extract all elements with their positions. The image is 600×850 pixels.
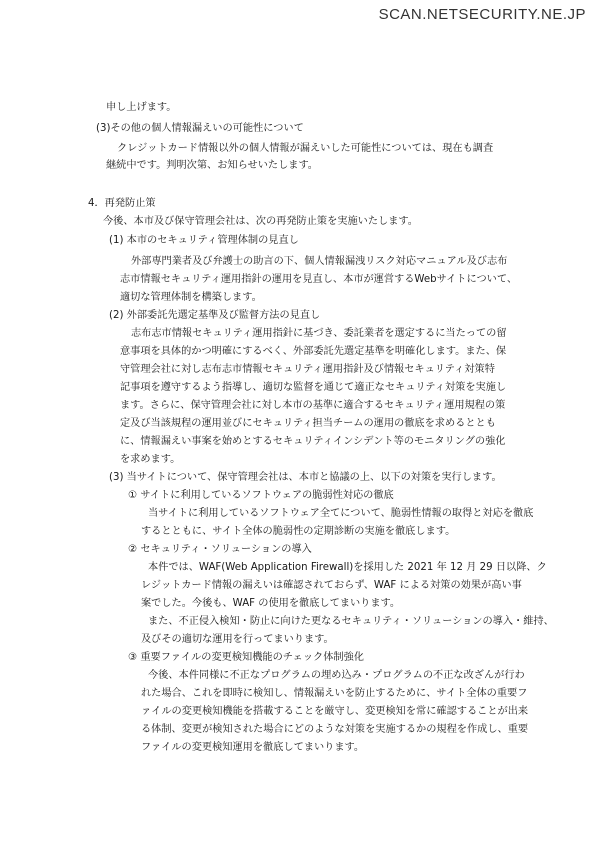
paragraph-line: 適切な管理体制を構築します。 [120, 292, 262, 303]
paragraph-line: また、不正侵入検知・防止に向けた更なるセキュリティ・ソリューションの導入・維持、 [148, 616, 554, 627]
paragraph-line: 外部専門業者及び弁護士の助言の下、個人情報漏洩リスク対応マニュアル及び志布 [131, 256, 508, 267]
intro-tail: 申し上げます。 [106, 102, 177, 113]
paragraph-line: ァイルの変更検知機能を搭載することを厳守し、変更検知を常に確認することが出来 [141, 706, 529, 717]
paragraph-line: に、情報漏えい事案を始めとするセキュリティインシデント等のモニタリングの強化 [120, 436, 506, 447]
paragraph-line: を求めます。 [120, 454, 181, 465]
sub1-heading: ① サイトに利用しているソフトウェアの脆弱性対応の徹底 [128, 490, 394, 501]
paragraph-line: る体制、変更が検知された場合にどのような対策を実施するかの規程を作成し、重要 [141, 724, 529, 735]
paragraph-line: 意事項を具体的かつ明確にするべく、外部委託先選定基準を明確化します。また、保 [120, 346, 507, 357]
sub2-heading: ② セキュリティ・ソリューションの導入 [128, 544, 312, 555]
paragraph-line: ファイルの変更検知運用を徹底してまいります。 [141, 742, 365, 753]
paragraph-line: 守管理会社に対し志布志市情報セキュリティ運用指針及び情報セキュリティ対策特 [120, 364, 495, 375]
item1-heading: (1) 本市のセキュリティ管理体制の見直し [109, 235, 299, 246]
paragraph-line: 定及び当該規程の運用並びにセキュリティ担当チームの運用の徹底を求めるととも [120, 418, 496, 429]
paragraph-line: 本件では、WAF(Web Application Firewall)を採用した 2021 年 12 月 29 日以降、ク [148, 562, 547, 573]
paragraph-line: 今後、本件同様に不正なプログラムの埋め込み・プログラムの不正な改ざんが行わ [148, 670, 525, 681]
paragraph-line: 記事項を遵守するよう指導し、適切な監督を通じて適正なセキュリティ対策を実施し [120, 382, 507, 393]
sub3-heading: ③ 重要ファイルの変更検知機能のチェック体制強化 [128, 652, 364, 663]
paragraph-line: レジットカード情報の漏えいは確認されておらず、WAF による対策の効果が高い事 [141, 580, 522, 591]
section3-other-heading: (3)その他の個人情報漏えいの可能性について [96, 123, 304, 134]
section4-intro: 今後、本市及び保守管理会社は、次の再発防止策を実施いたします。 [103, 216, 418, 227]
paragraph-line: ます。さらに、保守管理会社に対し本市の基準に適合するセキュリティ運用規程の策 [120, 400, 506, 411]
paragraph-line: れた場合、これを即時に検知し、情報漏えいを防止するために、サイト全体の重要フ [141, 688, 528, 699]
paragraph-line: 志市情報セキュリティ運用指針の運用を見直し、本市が運営するWebサイトについて、 [120, 274, 518, 285]
paragraph-line: 案でした。今後も、WAF の使用を徹底してまいります。 [141, 598, 401, 609]
section4-heading: 4．再発防止策 [88, 198, 156, 209]
paragraph-line: クレジットカード情報以外の個人情報が漏えいした可能性については、現在も調査 [117, 143, 494, 154]
item2-heading: (2) 外部委託先選定基準及び監督方法の見直し [109, 310, 321, 321]
paragraph-line: 志布志市情報セキュリティ運用指針に基づき、委託業者を選定するに当たっての留 [131, 328, 507, 339]
paragraph-line: するとともに、サイト全体の脆弱性の定期診断の実施を徹底します。 [141, 526, 456, 537]
site-watermark: SCAN.NETSECURITY.NE.JP [378, 6, 586, 23]
paragraph-line: 及びその適切な運用を行ってまいります。 [141, 634, 334, 645]
paragraph-line: 当サイトに利用しているソフトウェア全てについて、脆弱性情報の取得と対応を徹底 [148, 508, 534, 519]
item3-heading: (3) 当サイトについて、保守管理会社は、本市と協議の上、以下の対策を実行します。 [109, 472, 502, 483]
paragraph-line: 継続中です。判明次第、お知らせいたします。 [106, 160, 318, 171]
